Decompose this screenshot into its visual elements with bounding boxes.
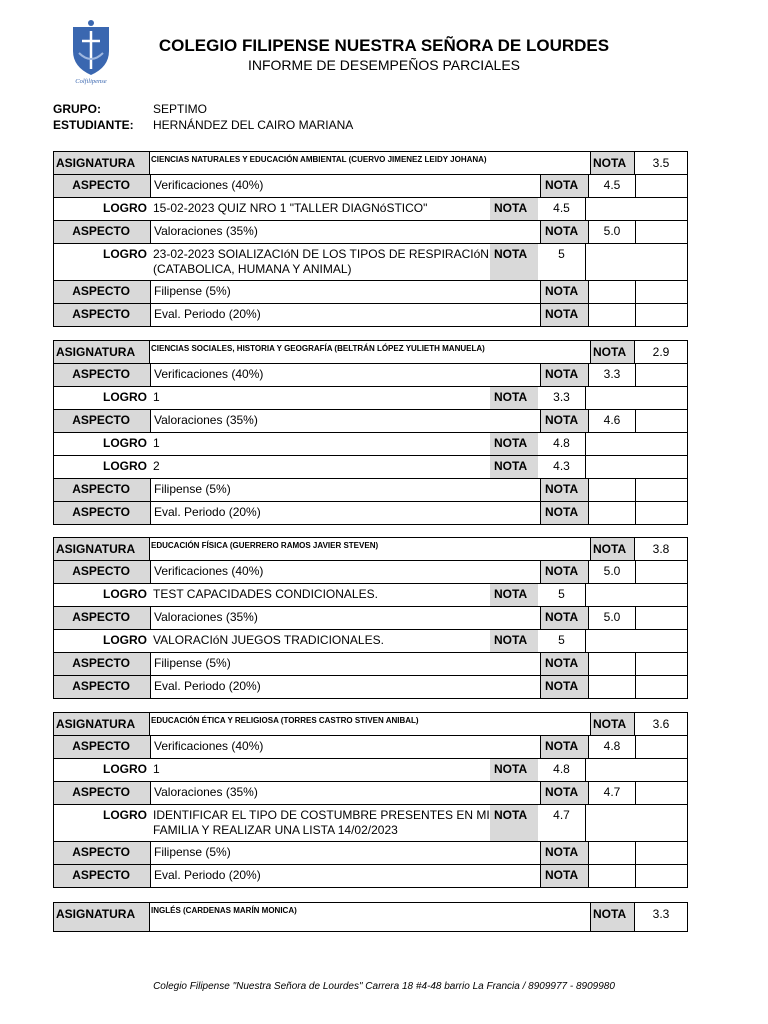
- grade-value: 5: [538, 584, 586, 606]
- aspect-row: [54, 363, 687, 386]
- grade-label: NOTA: [540, 782, 588, 804]
- aspect-row: [54, 652, 687, 675]
- subject-header-row: [54, 152, 687, 174]
- aspect-label: ASPECTO: [54, 607, 150, 629]
- aspect-row: [54, 501, 687, 524]
- aspect-description: Verificaciones (40%): [150, 175, 540, 197]
- logro-label: LOGRO: [103, 459, 147, 473]
- subject-label: ASIGNATURA: [54, 538, 150, 560]
- aspect-description: Eval. Periodo (20%): [150, 676, 540, 698]
- aspect-label: ASPECTO: [54, 479, 150, 501]
- subject-grade-label: NOTA: [590, 713, 635, 735]
- aspect-label: ASPECTO: [54, 304, 150, 326]
- school-name: COLEGIO FILIPENSE NUESTRA SEÑORA DE LOURDES: [158, 36, 610, 55]
- aspect-description: Verificaciones (40%): [150, 364, 540, 386]
- group-line: [53, 102, 207, 116]
- aspect-description: Valoraciones (35%): [150, 607, 540, 629]
- aspect-description: Verificaciones (40%): [150, 561, 540, 583]
- group-value: SEPTIMO: [153, 102, 208, 116]
- aspect-label: ASPECTO: [54, 502, 150, 524]
- aspect-description: Valoraciones (35%): [150, 782, 540, 804]
- grade-value: 3.3: [538, 387, 586, 409]
- grade-value: 5: [538, 630, 586, 652]
- logro-label: LOGRO: [103, 436, 147, 450]
- grade-label: NOTA: [540, 175, 588, 197]
- grade-label: NOTA: [540, 304, 588, 326]
- grade-value: [588, 502, 636, 524]
- grade-value: 4.5: [588, 175, 636, 197]
- subject-table: [53, 151, 688, 327]
- aspect-label: ASPECTO: [54, 653, 150, 675]
- aspect-row: [54, 606, 687, 629]
- aspect-description: Filipense (5%): [150, 653, 540, 675]
- aspect-description: Eval. Periodo (20%): [150, 865, 540, 887]
- logro-label: LOGRO: [103, 390, 147, 404]
- aspect-row: [54, 560, 687, 583]
- grade-label: NOTA: [540, 364, 588, 386]
- grade-value: 4.8: [538, 759, 586, 781]
- subject-label: ASIGNATURA: [54, 152, 150, 174]
- grade-value: [588, 676, 636, 698]
- student-line: [53, 118, 353, 132]
- grade-value: 5: [538, 244, 586, 280]
- grade-value: 4.5: [538, 198, 586, 220]
- aspect-description: Filipense (5%): [150, 479, 540, 501]
- group-label: GRUPO:: [53, 102, 101, 116]
- aspect-row: [54, 303, 687, 326]
- aspect-label: ASPECTO: [54, 865, 150, 887]
- aspect-row: [54, 781, 687, 804]
- subject-grade-label: NOTA: [590, 152, 635, 174]
- student-label: ESTUDIANTE:: [53, 118, 134, 132]
- subject-header-row: [54, 903, 687, 931]
- grade-label: NOTA: [490, 387, 538, 409]
- subject-name: CIENCIAS SOCIALES, HISTORIA Y GEOGRAFÍA (BELTRÁN LÓPEZ YULIETH MANUELA): [151, 344, 485, 353]
- aspect-description: Eval. Periodo (20%): [150, 304, 540, 326]
- aspect-row: [54, 409, 687, 432]
- aspect-label: ASPECTO: [54, 281, 150, 303]
- grade-value: [588, 304, 636, 326]
- logro-label: LOGRO: [103, 762, 147, 776]
- logro-label: LOGRO: [103, 247, 147, 261]
- grade-label: NOTA: [540, 653, 588, 675]
- logro-row: [54, 758, 687, 781]
- subject-table: [53, 712, 688, 888]
- grade-value: 5.0: [588, 561, 636, 583]
- grade-label: NOTA: [540, 865, 588, 887]
- logro-label: LOGRO: [103, 587, 147, 601]
- subject-name: EDUCACIÓN ÉTICA Y RELIGIOSA (TORRES CASTRO STIVEN ANIBAL): [151, 716, 419, 725]
- grade-label: NOTA: [490, 584, 538, 606]
- aspect-description: Filipense (5%): [150, 281, 540, 303]
- grade-value: 5.0: [588, 607, 636, 629]
- subject-header-row: [54, 341, 687, 363]
- grade-label: NOTA: [490, 456, 538, 478]
- aspect-row: [54, 220, 687, 243]
- aspect-row: [54, 174, 687, 197]
- aspect-label: ASPECTO: [54, 364, 150, 386]
- grade-value: 4.7: [538, 805, 586, 841]
- grade-value: [588, 865, 636, 887]
- logro-description: 15-02-2023 QUIZ NRO 1 "TALLER DIAGNóSTICO": [153, 201, 428, 215]
- grade-label: NOTA: [490, 433, 538, 455]
- grade-value: 4.6: [588, 410, 636, 432]
- grade-label: NOTA: [490, 244, 538, 280]
- grade-value: 3.3: [588, 364, 636, 386]
- logro-row: [54, 455, 687, 478]
- grade-label: NOTA: [490, 805, 538, 841]
- subject-header-row: [54, 713, 687, 735]
- footer-address: Colegio Filipense "Nuestra Señora de Lourdes" Carrera 18 #4-48 barrio La Francia / 8909977 - 8909980: [153, 981, 615, 992]
- logro-description: 2: [153, 459, 160, 473]
- grade-label: NOTA: [540, 479, 588, 501]
- subject-name: CIENCIAS NATURALES Y EDUCACIÓN AMBIENTAL (CUERVO JIMENEZ LEIDY JOHANA): [151, 155, 487, 164]
- subject-table: [53, 902, 688, 932]
- grade-value: 5.0: [588, 221, 636, 243]
- subject-grade: 3.8: [652, 542, 670, 556]
- aspect-row: [54, 675, 687, 698]
- grade-label: NOTA: [540, 676, 588, 698]
- logro-label: LOGRO: [103, 201, 147, 215]
- subject-name: EDUCACIÓN FÍSICA (GUERRERO RAMOS JAVIER STEVEN): [151, 541, 379, 550]
- subject-table: [53, 537, 688, 699]
- logo-text: Colfilipense: [75, 78, 107, 85]
- report-title: INFORME DE DESEMPEÑOS PARCIALES: [247, 57, 520, 73]
- grade-value: [588, 281, 636, 303]
- grade-value: 4.7: [588, 782, 636, 804]
- logro-row: [54, 243, 687, 280]
- logro-description: TEST CAPACIDADES CONDICIONALES.: [153, 587, 378, 601]
- aspect-label: ASPECTO: [54, 175, 150, 197]
- subject-grade: 3.3: [652, 907, 670, 921]
- logro-description: VALORACIóN JUEGOS TRADICIONALES.: [153, 633, 384, 647]
- grade-value: 4.8: [538, 433, 586, 455]
- grade-label: NOTA: [540, 842, 588, 864]
- grade-label: NOTA: [540, 736, 588, 758]
- logro-row: [54, 583, 687, 606]
- student-value: HERNÁNDEZ DEL CAIRO MARIANA: [153, 118, 354, 132]
- grade-label: NOTA: [540, 561, 588, 583]
- aspect-label: ASPECTO: [54, 676, 150, 698]
- logro-row: [54, 197, 687, 220]
- aspect-description: Valoraciones (35%): [150, 221, 540, 243]
- aspect-label: ASPECTO: [54, 736, 150, 758]
- grade-label: NOTA: [540, 502, 588, 524]
- subject-header-row: [54, 538, 687, 560]
- logro-description: 1: [153, 762, 160, 776]
- aspect-description: Verificaciones (40%): [150, 736, 540, 758]
- subject-label: ASIGNATURA: [54, 903, 150, 931]
- aspect-label: ASPECTO: [54, 842, 150, 864]
- aspect-row: [54, 841, 687, 864]
- logro-description: 23-02-2023 SOIALIZACIóN DE LOS TIPOS DE RESPIRACIóN (CATABOLICA, HUMANA Y ANIMAL): [153, 247, 489, 276]
- grade-value: 4.8: [588, 736, 636, 758]
- grade-value: [588, 653, 636, 675]
- grade-label: NOTA: [540, 607, 588, 629]
- aspect-label: ASPECTO: [54, 410, 150, 432]
- logro-row: [54, 386, 687, 409]
- subject-grade: 3.6: [652, 717, 670, 731]
- logro-label: LOGRO: [103, 633, 147, 647]
- subject-table: [53, 340, 688, 525]
- logro-row: [54, 432, 687, 455]
- aspect-row: [54, 478, 687, 501]
- aspect-label: ASPECTO: [54, 782, 150, 804]
- subject-name: INGLÉS (CARDENAS MARÍN MONICA): [151, 906, 297, 915]
- grade-value: 4.3: [538, 456, 586, 478]
- aspect-label: ASPECTO: [54, 221, 150, 243]
- logro-description: 1: [153, 436, 160, 450]
- aspect-row: [54, 280, 687, 303]
- grade-label: NOTA: [490, 759, 538, 781]
- subject-grade-label: NOTA: [590, 341, 635, 363]
- logro-row: [54, 629, 687, 652]
- aspect-description: Filipense (5%): [150, 842, 540, 864]
- grade-label: NOTA: [490, 198, 538, 220]
- subject-grade: 2.9: [652, 345, 670, 359]
- logro-row: [54, 804, 687, 841]
- logro-label: LOGRO: [103, 808, 147, 822]
- aspect-row: [54, 735, 687, 758]
- subject-label: ASIGNATURA: [54, 713, 150, 735]
- grade-label: NOTA: [490, 630, 538, 652]
- aspect-description: Eval. Periodo (20%): [150, 502, 540, 524]
- grade-value: [588, 842, 636, 864]
- aspect-label: ASPECTO: [54, 561, 150, 583]
- subject-grade-label: NOTA: [590, 538, 635, 560]
- subject-grade-label: NOTA: [590, 903, 635, 931]
- logro-description: 1: [153, 390, 160, 404]
- subject-grade: 3.5: [652, 156, 670, 170]
- aspect-row: [54, 864, 687, 887]
- logro-description: IDENTIFICAR EL TIPO DE COSTUMBRE PRESENTES EN MI FAMILIA Y REALIZAR UNA LISTA 14/02/2023: [153, 808, 490, 837]
- grade-value: [588, 479, 636, 501]
- subject-label: ASIGNATURA: [54, 341, 150, 363]
- grade-label: NOTA: [540, 221, 588, 243]
- aspect-description: Valoraciones (35%): [150, 410, 540, 432]
- grade-label: NOTA: [540, 281, 588, 303]
- grade-label: NOTA: [540, 410, 588, 432]
